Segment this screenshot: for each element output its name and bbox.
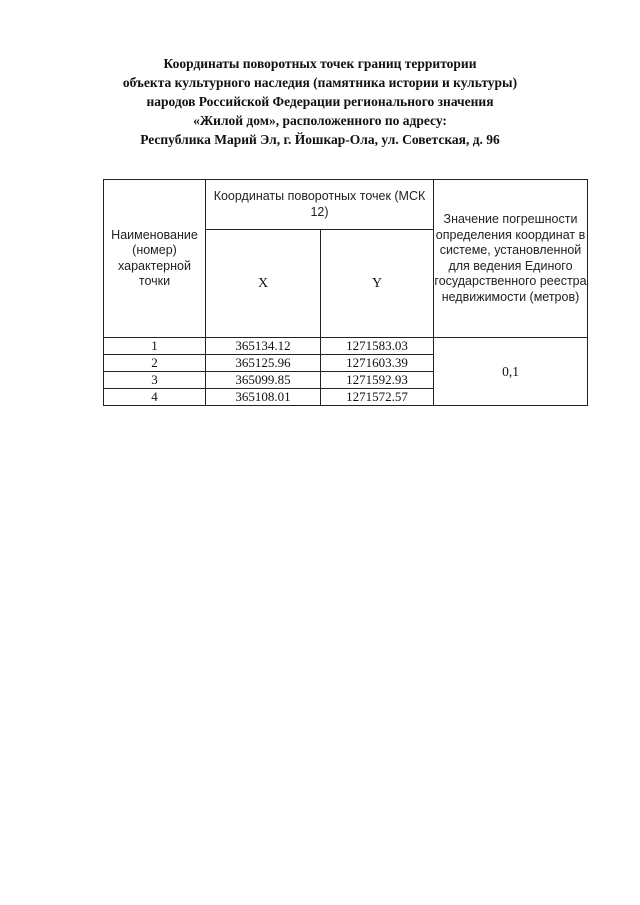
x-value: 365134.12 (206, 338, 321, 355)
point-number: 1 (104, 338, 206, 355)
y-value: 1271592.93 (321, 372, 434, 389)
table-row (104, 338, 588, 355)
title-line: Республика Марий Эл, г. Йошкар-Ола, ул. Советская, д. 96 (140, 132, 500, 147)
accuracy-value: 0,1 (434, 338, 588, 406)
header-x: X (206, 230, 321, 338)
document-title (0, 54, 640, 149)
point-number: 3 (104, 372, 206, 389)
header-y: Y (321, 230, 434, 338)
header-coordinates: Координаты поворотных точек (МСК 12) (206, 180, 434, 230)
point-number: 2 (104, 355, 206, 372)
header-point-name: Наименование (номер) характерной точки (104, 180, 206, 338)
y-value: 1271603.39 (321, 355, 434, 372)
title-line: «Жилой дом», расположенного по адресу: (193, 113, 447, 128)
title-line: народов Российской Федерации регионального значения (146, 94, 494, 109)
y-value: 1271572.57 (321, 389, 434, 406)
point-number: 4 (104, 389, 206, 406)
title-line: объекта культурного наследия (памятника истории и культуры) (122, 75, 518, 90)
x-value: 365125.96 (206, 355, 321, 372)
title-line: Координаты поворотных точек границ территории (163, 56, 477, 71)
y-value: 1271583.03 (321, 338, 434, 355)
x-value: 365108.01 (206, 389, 321, 406)
coordinates-table (103, 179, 588, 406)
header-accuracy: Значение погрешности определения координат в системе, установленной для ведения Единого государственного реестра недвижимости (метров) (434, 180, 588, 338)
x-value: 365099.85 (206, 372, 321, 389)
